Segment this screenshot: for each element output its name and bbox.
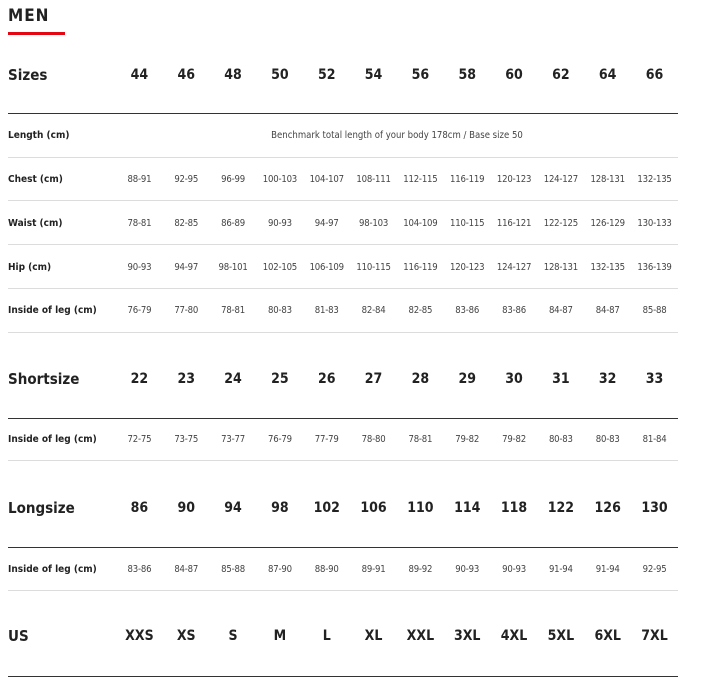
table-cell: 82-85 xyxy=(408,304,433,316)
table-cell: 112-115 xyxy=(403,173,438,185)
row-label: Inside of leg (cm) xyxy=(8,563,97,575)
table-cell: 79-82 xyxy=(455,433,480,445)
table-cell: 78-81 xyxy=(127,217,152,229)
table-cell: 76-79 xyxy=(267,433,292,445)
row-label: Sizes xyxy=(8,66,48,84)
divider xyxy=(8,157,678,158)
size-cell: 94 xyxy=(224,500,242,516)
table-cell: 86-89 xyxy=(221,217,245,229)
table-cell: 73-77 xyxy=(221,433,245,445)
table-cell: 92-95 xyxy=(174,173,199,185)
us-row xyxy=(8,623,678,649)
size-cell: 4XL xyxy=(500,628,528,644)
table-cell: 110-115 xyxy=(450,217,485,229)
size-cell: 30 xyxy=(505,371,523,387)
size-cell: 44 xyxy=(130,67,149,83)
row-label: Hip (cm) xyxy=(8,261,52,273)
table-cell: 116-119 xyxy=(450,173,485,185)
size-cell: 7XL xyxy=(641,628,668,644)
row-label: Shortsize xyxy=(8,370,80,388)
size-cell: 26 xyxy=(317,371,336,387)
size-cell: 29 xyxy=(458,371,476,387)
table-cell: 80-83 xyxy=(595,433,620,445)
size-cell: XL xyxy=(364,628,383,644)
table-cell: 110-115 xyxy=(356,261,391,273)
size-cell: 66 xyxy=(645,67,664,83)
table-cell: 89-91 xyxy=(361,563,386,575)
size-cell: S xyxy=(228,628,238,644)
table-cell: 98-101 xyxy=(218,261,248,273)
divider xyxy=(8,332,678,333)
table-cell: 81-84 xyxy=(642,433,667,445)
row-label: Waist (cm) xyxy=(8,217,63,229)
divider xyxy=(8,418,678,419)
table-cell: 92-95 xyxy=(642,563,667,575)
table-cell: 128-131 xyxy=(543,261,579,273)
size-cell: M xyxy=(273,628,287,644)
size-cell: 122 xyxy=(547,500,575,516)
table-cell: 83-86 xyxy=(502,304,526,316)
table-cell: 132-135 xyxy=(590,261,625,273)
size-cell: 50 xyxy=(271,67,289,83)
divider xyxy=(8,590,678,591)
chest-row xyxy=(8,170,678,188)
table-cell: 89-92 xyxy=(408,563,433,575)
table-cell: 104-109 xyxy=(403,217,438,229)
sizes-row xyxy=(8,62,678,88)
table-cell: 78-81 xyxy=(408,433,433,445)
table-cell: 77-79 xyxy=(314,433,339,445)
row-label: Length (cm) xyxy=(8,129,70,141)
longsize-row xyxy=(8,495,678,521)
table-cell: 108-111 xyxy=(356,173,391,185)
longsize-leg-row xyxy=(8,560,678,578)
size-cell: 114 xyxy=(454,500,481,516)
table-cell: 79-82 xyxy=(502,433,526,445)
table-cell: 88-90 xyxy=(314,563,339,575)
size-cell: 27 xyxy=(364,371,383,387)
table-cell: 136-139 xyxy=(637,261,672,273)
table-cell: 78-81 xyxy=(221,304,245,316)
table-cell: 126-129 xyxy=(590,217,625,229)
size-cell: 110 xyxy=(407,500,434,516)
table-cell: 85-88 xyxy=(642,304,667,316)
size-cell: 54 xyxy=(364,67,383,83)
table-cell: 94-97 xyxy=(174,261,199,273)
title-underline xyxy=(8,32,65,35)
size-cell: 28 xyxy=(411,371,430,387)
table-cell: 102-105 xyxy=(262,261,298,273)
table-cell: 82-84 xyxy=(361,304,386,316)
waist-row xyxy=(8,214,678,232)
length-row xyxy=(8,126,678,144)
divider xyxy=(8,244,678,245)
table-cell: 132-135 xyxy=(637,173,672,185)
table-cell: 120-123 xyxy=(496,173,532,185)
size-cell: 33 xyxy=(645,371,664,387)
size-cell: 56 xyxy=(411,67,430,83)
table-cell: 104-107 xyxy=(309,173,344,185)
table-cell: 124-127 xyxy=(496,261,532,273)
divider xyxy=(8,200,678,201)
table-cell: 116-119 xyxy=(403,261,438,273)
table-cell: 72-75 xyxy=(127,433,152,445)
size-cell: 58 xyxy=(458,67,476,83)
divider xyxy=(8,547,678,548)
table-cell: 94-97 xyxy=(314,217,339,229)
table-cell: 106-109 xyxy=(309,261,344,273)
table-cell: 96-99 xyxy=(221,173,245,185)
size-cell: 23 xyxy=(177,371,195,387)
table-cell: 81-83 xyxy=(314,304,339,316)
size-cell: 62 xyxy=(552,67,570,83)
table-cell: 80-83 xyxy=(267,304,292,316)
table-cell: 88-91 xyxy=(127,173,152,185)
size-cell: 98 xyxy=(271,500,289,516)
size-cell: 60 xyxy=(505,67,523,83)
size-cell: 90 xyxy=(177,500,195,516)
table-cell: 83-86 xyxy=(455,304,480,316)
table-cell: 91-94 xyxy=(595,563,620,575)
table-cell: 122-125 xyxy=(543,217,579,229)
table-cell: 120-123 xyxy=(450,261,485,273)
divider xyxy=(8,460,678,461)
table-cell: 90-93 xyxy=(127,261,152,273)
inside-leg-row xyxy=(8,301,678,319)
table-cell: 85-88 xyxy=(221,563,245,575)
table-cell: 130-133 xyxy=(637,217,672,229)
size-cell: 6XL xyxy=(594,628,621,644)
table-cell: 90-93 xyxy=(267,217,292,229)
table-cell: 90-93 xyxy=(502,563,526,575)
table-cell: 91-94 xyxy=(548,563,573,575)
size-cell: 126 xyxy=(594,500,621,516)
table-cell: 90-93 xyxy=(455,563,480,575)
table-cell: 87-90 xyxy=(267,563,292,575)
table-cell: 83-86 xyxy=(127,563,152,575)
size-cell: XXS xyxy=(125,628,154,644)
size-cell: 24 xyxy=(224,371,242,387)
size-cell: 48 xyxy=(224,67,242,83)
table-cell: 100-103 xyxy=(262,173,298,185)
table-cell: 76-79 xyxy=(127,304,152,316)
size-cell: 3XL xyxy=(453,628,481,644)
row-label: Inside of leg (cm) xyxy=(8,433,97,445)
shortsize-leg-row xyxy=(8,430,678,448)
size-cell: 5XL xyxy=(547,628,575,644)
size-cell: 46 xyxy=(177,67,195,83)
table-cell: 78-80 xyxy=(361,433,386,445)
row-label: Longsize xyxy=(8,499,75,517)
divider xyxy=(8,676,678,677)
table-cell: 82-85 xyxy=(174,217,199,229)
table-cell: 80-83 xyxy=(548,433,573,445)
size-cell: 64 xyxy=(598,67,617,83)
size-cell: L xyxy=(322,628,331,644)
table-cell: 84-87 xyxy=(174,563,199,575)
shortsize-row xyxy=(8,366,678,392)
size-cell: 52 xyxy=(317,67,336,83)
size-cell: 102 xyxy=(313,500,340,516)
benchmark-note: Benchmark total length of your body 178cm / Base size 50 xyxy=(271,129,523,141)
row-label: US xyxy=(8,627,29,645)
table-cell: 84-87 xyxy=(595,304,620,316)
page-title: MEN xyxy=(8,6,50,26)
table-cell: 73-75 xyxy=(174,433,199,445)
size-cell: 25 xyxy=(271,371,289,387)
size-cell: 130 xyxy=(641,500,668,516)
table-cell: 98-103 xyxy=(359,217,389,229)
row-label: Chest (cm) xyxy=(8,173,63,185)
table-cell: 128-131 xyxy=(590,173,625,185)
size-cell: 106 xyxy=(360,500,387,516)
table-cell: 124-127 xyxy=(543,173,579,185)
divider xyxy=(8,113,678,114)
size-cell: 118 xyxy=(500,500,528,516)
size-cell: XS xyxy=(176,628,196,644)
size-cell: 86 xyxy=(130,500,149,516)
table-cell: 77-80 xyxy=(174,304,199,316)
size-cell: 31 xyxy=(552,371,570,387)
divider xyxy=(8,288,678,289)
table-cell: 116-121 xyxy=(496,217,532,229)
hip-row xyxy=(8,258,678,276)
table-cell: 84-87 xyxy=(548,304,573,316)
row-label: Inside of leg (cm) xyxy=(8,304,97,316)
size-cell: 22 xyxy=(130,371,149,387)
size-cell: XXL xyxy=(406,628,435,644)
size-cell: 32 xyxy=(598,371,617,387)
